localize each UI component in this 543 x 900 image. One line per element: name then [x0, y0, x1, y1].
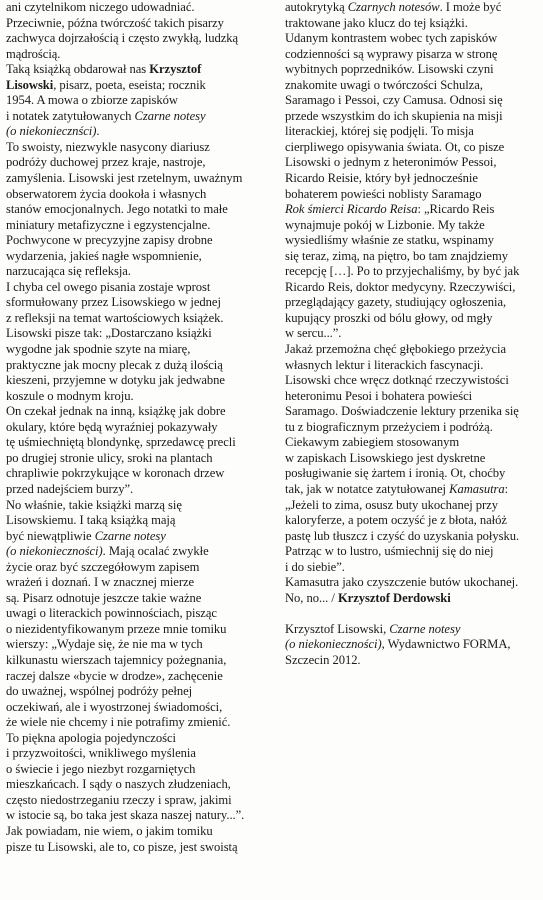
reviewer-name: Krzysztof Derdowski — [337, 590, 451, 605]
paragraph-quote-books: I chyba cel owego pisania zostaje wprost sformułowany przez Lisowskiego w jednej z refleksji na temat wartościowych książek. Lisowski pisze tak: „Dostarczano książki wygodne jak spodnie szyte na miarę, praktyczne jak mocny plecak z dużą ilością kieszeni, przyjemne w dotyku jak jedwabne koszule o modnym kroju. — [6, 279, 225, 403]
text-run: autokrytyką — [285, 0, 348, 14]
text-run: Jakaż przemożna chęć głębokiego przeżycia własnych lektur i literackich fascynacji. Lisowski chce wręcz dotknąć rzeczywistości heteronimu Pesoi i bohatera powieści Saramago. Doświadczenie lektury przenika się tu z biograficznym przeżyciem i podróżą. Ciekawym zabiegiem stosowanym w zapiskach Lisowskiego jest dyskretne posługiwanie się żartem i ironią. Ot, choćby tak, jak w notatce zatytułowanej — [285, 342, 519, 496]
text-run: : „Ricardo Reis wynajmuje pokój w Lizbonie. My także wysiedliśmy właśnie ze statku, wspinamy się teraz, zimą, na piętro, bo tam znajdziemy recepcję […]. Po to przyjechaliśmy, by być jak Ricardo Reis, doktor medycyny. Rzeczywiści, przeglądający gazety, studiujący ogłoszenia, kupujący proszki od bólu głowy, od mgły w sercu...”. — [285, 202, 520, 341]
paragraph-fascinations — [285, 342, 541, 575]
paragraph-dream-books — [6, 498, 270, 856]
paragraph-book-intro — [6, 62, 270, 140]
text-run: No właśnie, takie książki marzą się Lisowskiemu. I taką książką mają być niewątpliwie — [6, 497, 182, 543]
paragraph-signature — [285, 575, 541, 606]
text-run: , pisarz, poeta, eseista; rocznik 1954. A mowa o zbiorze zapisków i notatek zatytułowanych — [6, 77, 206, 123]
text-run: , Wydawnictwo FORMA, Szczecin 2012. — [285, 637, 511, 667]
right-column — [285, 0, 541, 668]
text-run: . Mają ocalać zwykłe życie oraz być szczegółowym zapisem wrażeń i doznań. I w znacznej mierze są. Pisarz odnotuje jeszcze takie ważne uwagi o literackich powinnościach, pisząc o niezidentyfikowanym przeze mnie tomiku wierszy: „Wydaje się, że nie ma w tych kilkunastu wierszach tajemnicy pożegnania, raczej dalsze «bycie w drodze», zachęcenie do uważnej, wspólnej podróży pełnej oczekiwań, ale i wyostrzonej świadomości, że wiele nie chcemy i nie potrafimy zmienić. To piękna apologia pojedynczości i przyzwoitości, wnikliwego myślenia o świecie i jego niezbyt rozgarniętych mieszkańcach. I sądy o naszych złudzeniach, często niedostrzeganiu rzeczy i spraw, jakimi w istocie są, bo taka jest skaza naszej natury...”. Jak powiadam, nie wiem, o jakim tomiku pisze tu Lisowski, ale to, co pisze, jest swoistą — [6, 544, 245, 854]
text-run: Kamasutra jako czyszczenie butów ukochanej. No, no... / — [285, 575, 519, 605]
text-run: Krzysztof Lisowski, — [285, 621, 390, 636]
book-title: Czarne notesy (o niekonieczności) — [285, 621, 461, 652]
paragraph-intro-end: ani czytelnikom niczego udowadniać. Przeciwnie, późna twórczość takich pisarzy zachwyca dojrzałością i często zwykłą, ludzką mądrością. — [6, 0, 239, 61]
paragraph-glasses: On czekał jednak na inną, książkę jak dobre okulary, które będą wyraźniej pokazywały tę uśmiechniętą blondynkę, sprzedawcę precli po drugiej stronie ulicy, sroki na plantach chrapliwie pokrzykujące w koronach drzew przed nadejściem burzy”. — [6, 404, 236, 496]
note-title: Kamasutra — [449, 481, 505, 496]
left-column — [6, 0, 270, 855]
paragraph-diary: To swoisty, niezwykle nasycony diariusz podróży duchowej przez kraje, nastroje, zamyślenia. Lisowski jest rzetelnym, uważnym obserwatorem życia dookoła i własnych stanów emocjonalnych. Jego notatki to małe miniatury metafizyczne i egzystencjalne. Pochwycone w precyzyjne zapisy drobne wydarzenia, jakieś nagłe wspomnienie, narzucająca się refleksja. — [6, 139, 243, 279]
paragraph-autocritique — [285, 0, 541, 342]
text-run: . — [96, 124, 100, 139]
bibliographic-note — [285, 622, 541, 669]
book-title: Czarne notesy (o niekoniecznści) — [6, 108, 206, 139]
author-name: Krzysztof Lisowski — [6, 62, 202, 92]
novel-title: Rok śmierci Ricardo Reisa — [285, 202, 418, 217]
text-run: Taką książką obdarował nas — [6, 62, 150, 77]
book-title: Czarnych notesów — [347, 0, 440, 14]
text-run: . I może być traktowane jako klucz do tej książki. Udanym kontrastem wobec tych zapisków codzienności są wyprawy pisarza w stronę wybitnych poprzedników. Lisowski czyni znakomite uwagi o twórczości Schulza, Saramago i Pessoi, czy Camusa. Odnosi się przede wszystkim do ich skupienia na misji literackiej, której się podjęli. To misja cierpliwego opisywania świata. Ot, co pisze Lisowski o jednym z heteronimów Pessoi, Ricardo Reisie, który był jednocześnie bohaterem powieści noblisty Saramago — [285, 0, 505, 201]
text-run: : „Jeżeli to zima, osusz buty ukochanej przy kaloryferze, a potem oczyść je z błota, nałóż pastę lub tłuszcz i czyść do uzyskania połysku. Patrząc w to lustro, uśmiechnij się do niej i do siebie”. — [285, 481, 520, 574]
book-title: Czarne notesy (o niekonieczności) — [6, 528, 166, 559]
